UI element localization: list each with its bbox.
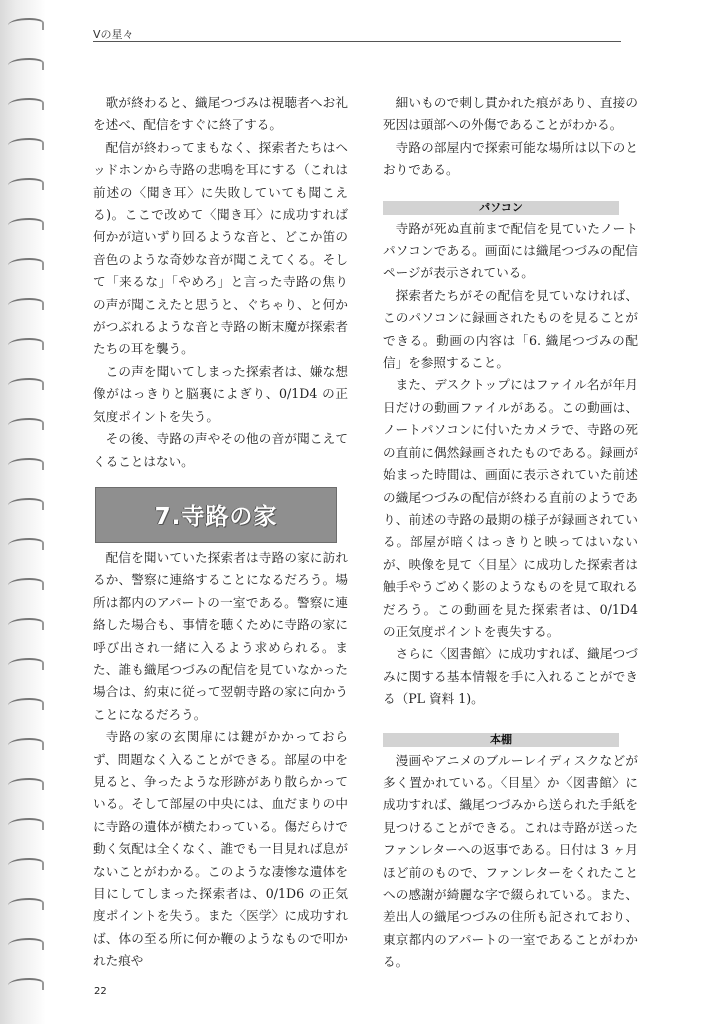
binding-ring	[8, 738, 44, 750]
paragraph: 配信を聞いていた探索者は寺路の家に訪れるか、警察に連絡することになるだろう。場所は都内のアパートの一室である。警察に連絡した場合も、事情を聴くために寺路の家に呼び出され一緒に入るよう求められる。また、誰も織尾つづみの配信を見ていなかった場合は、約束に従って翌朝寺路の家に向かうことになるだろう。	[93, 549, 348, 722]
binding-ring	[8, 498, 44, 510]
paragraph: この声を聞いてしまった探索者は、嫌な想像がはっきりと脳裏によぎり、0/1D4 の正気度ポイントを失う。	[93, 363, 348, 424]
binding-ring	[8, 618, 44, 630]
binding-ring	[8, 218, 44, 230]
binding-ring	[8, 98, 44, 110]
chapter-heading: 7.寺路の家	[154, 504, 278, 531]
paragraph: 寺路の部屋内で探索可能な場所は以下のとおりである。	[383, 139, 638, 178]
binding-ring	[8, 298, 44, 310]
binding-ring	[8, 138, 44, 150]
section-heading-pc: パソコン	[383, 201, 619, 215]
paragraph: 探索者たちがその配信を見ていなければ、このパソコンに録画されたものを見ることができる。動画の内容は「6. 織尾つづみの配信」を参照すること。	[383, 287, 638, 371]
binding-ring	[8, 258, 44, 270]
paragraph: 歌が終わると、織尾つづみは視聴者へお礼を述べ、配信をすぐに終了する。	[93, 95, 348, 133]
chapter-heading-box	[95, 487, 337, 543]
binding-ring	[8, 178, 44, 190]
binding-ring	[8, 378, 44, 390]
binding-ring	[8, 458, 44, 470]
paragraph: 配信が終わってまもなく、探索者たちはヘッドホンから寺路の悲鳴を耳にする（これは前述の〈聞き耳〉に失敗していても聞こえる)。ここで改めて〈聞き耳〉に成功すれば何かが這いずり回るような音と、どこか笛の音色のような奇妙な音が聞こえてくる。そして「来るな」「やめろ」と言った寺路の焦りの声が聞こえたと思うと、ぐちゃり、と何かがつぶれるような音と寺路の断末魔が探索者たちの耳を襲う。	[93, 139, 348, 357]
paragraph: 細いもので刺し貫かれた痕があり、直接の死因は頭部への外傷であることがわかる。	[383, 95, 638, 133]
section-heading-bookshelf: 本棚	[383, 733, 619, 747]
binding-ring	[8, 58, 44, 70]
paragraph: さらに〈図書館〉に成功すれば、織尾つづみに関する基本情報を手に入れることができる（PL 資料 1)。	[383, 646, 638, 707]
page-number: 22	[94, 986, 107, 997]
paragraph: 寺路の家の玄関扉には鍵がかかっておらず、問題なく入ることができる。部屋の中を見ると、争ったような形跡があり散らかっている。そして部屋の中央には、血だまりの中に寺路の遺体が横たわっている。傷だらけで動く気配は全くなく、誰でも一目見れば息がないことがわかる。このような凄惨な遺体を目にしてしまった探索者は、0/1D6 の正気度ポイントを失う。また〈医学〉に成功すれば、体の至る所に何か鞭のようなもので叩かれた痕や	[93, 729, 348, 969]
running-header: Vの星々	[93, 28, 134, 41]
binding-ring	[8, 658, 44, 670]
binding-ring	[8, 538, 44, 550]
binding-ring	[8, 418, 44, 430]
binding-ring	[8, 938, 44, 950]
binding-ring	[8, 978, 44, 990]
binding-ring	[8, 818, 44, 830]
binding-ring	[8, 18, 44, 30]
binding-ring	[8, 578, 44, 590]
binding-ring	[8, 338, 44, 350]
spiral-binding	[0, 0, 46, 1024]
right-column	[383, 92, 638, 974]
binding-ring	[8, 778, 44, 790]
paragraph: 漫画やアニメのブルーレイディスクなどが多く置かれている。〈目星〉か〈図書館〉に成功すれば、織尾つづみから送られた手紙を見つけることができる。これは寺路が送ったファンレターへの返事である。日付は 3 ヶ月ほど前のもので、ファンレターをくれたことへの感謝が綺麗な字で綴られている。また、差出人の織尾つづみの住所も記されており、東京都内のアパートの一室であることがわかる。	[383, 752, 638, 970]
header-rule	[93, 41, 621, 42]
paragraph: 寺路が死ぬ直前まで配信を見ていたノートパソコンである。画面には織尾つづみの配信ページが表示されている。	[383, 220, 638, 281]
paragraph: また、デスクトップにはファイル名が年月日だけの動画ファイルがある。この動画は、ノートパソコンに付いたカメラで、寺路の死の直前に偶然録画されたものである。録画が始まった時間は、画面に表示されていた前述の織尾つづみの配信が終わる直前のようであり、前述の寺路の最期の様子が録画されている。部屋が暗くはっきりと映ってはいないが、映像を見て〈目星〉に成功した探索者は触手やうごめく影のようなものを見て取れるだろう。この動画を見た探索者は、0/1D4 の正気度ポイントを喪失する。	[383, 377, 638, 639]
left-column	[93, 92, 348, 973]
binding-ring	[8, 898, 44, 910]
binding-ring	[8, 698, 44, 710]
paragraph: その後、寺路の声やその他の音が聞こえてくることはない。	[93, 431, 348, 469]
binding-ring	[8, 858, 44, 870]
